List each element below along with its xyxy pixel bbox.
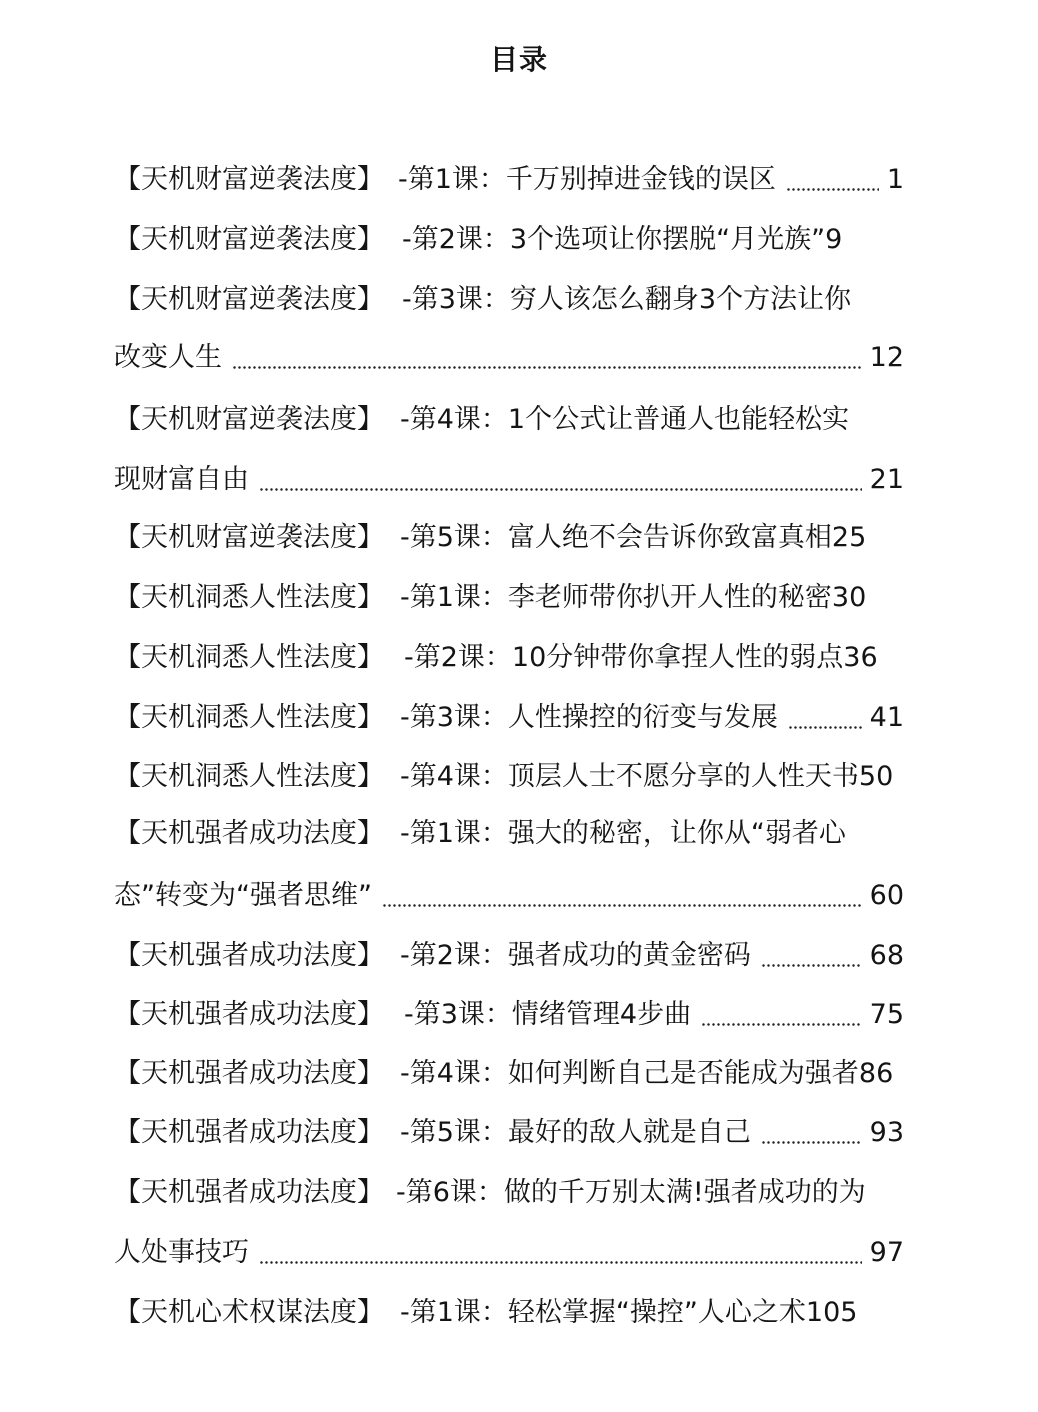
toc-entry (114, 220, 842, 260)
toc-entry (114, 518, 866, 558)
entry-lesson: -第5课：富人绝不会告诉你致富真相 (400, 522, 832, 553)
entry-lesson: -第6课：做的千万别太满!强者成功的为 (396, 1177, 866, 1208)
toc-entry (114, 995, 904, 1035)
entry-series: 【天机财富逆袭法度】 (114, 404, 384, 435)
toc-entry (114, 1293, 857, 1333)
page-title: 目录 (489, 43, 548, 76)
entry-series: 【天机财富逆袭法度】 (114, 284, 384, 315)
entry-lesson: -第2课：10分钟带你拿捏人性的弱点 (404, 642, 844, 673)
entry-page-number: 97 (869, 1237, 904, 1268)
toc-entry (114, 160, 904, 200)
dot-leader (761, 1113, 862, 1153)
dot-leader (761, 936, 862, 976)
entry-series: 【天机强者成功法度】 (114, 1058, 384, 1089)
entry-series: 【天机洞悉人性法度】 (114, 761, 384, 792)
toc-entry (114, 638, 878, 678)
entry-series: 【天机心术权谋法度】 (114, 1297, 384, 1328)
entry-lesson: -第5课：最好的敌人就是自己 (400, 1117, 751, 1148)
entry-page-number: 105 (805, 1297, 858, 1328)
entry-continuation: 现财富自由 (114, 464, 249, 495)
entry-lesson: -第3课：人性操控的衍变与发展 (400, 702, 778, 733)
dot-leader (259, 460, 862, 500)
toc-entry (114, 1054, 893, 1094)
dot-leader (232, 338, 862, 378)
entry-page-number: 25 (831, 522, 867, 553)
toc-entry-continuation (114, 460, 904, 500)
entry-page-number: 86 (858, 1058, 894, 1089)
entry-lesson: -第1课：千万别掉进金钱的误区 (398, 164, 776, 195)
entry-lesson: -第4课：1个公式让普通人也能轻松实 (400, 404, 850, 435)
entry-page-number: 30 (831, 582, 867, 613)
entry-page-number: 50 (858, 761, 894, 792)
entry-lesson: -第1课：李老师带你扒开人性的秘密 (400, 582, 832, 613)
entry-lesson: -第3课：情绪管理4步曲 (404, 999, 692, 1030)
entry-lesson: -第3课：穷人该怎么翻身3个方法让你 (402, 284, 852, 315)
toc-entry (114, 280, 851, 320)
entry-lesson: -第4课：顶层人士不愿分享的人性天书 (400, 761, 859, 792)
entry-series: 【天机洞悉人性法度】 (114, 582, 384, 613)
entry-series: 【天机财富逆袭法度】 (114, 164, 384, 195)
entry-page-number: 36 (843, 642, 878, 673)
entry-series: 【天机财富逆袭法度】 (114, 522, 384, 553)
toc-entry-continuation (114, 876, 904, 916)
entry-series: 【天机强者成功法度】 (114, 940, 384, 971)
entry-series: 【天机强者成功法度】 (114, 1117, 384, 1148)
toc-entry (114, 1173, 866, 1213)
toc-entry (114, 757, 893, 797)
entry-page-number: 41 (869, 702, 904, 733)
entry-continuation: 改变人生 (114, 342, 222, 373)
toc-entry-continuation (114, 1233, 904, 1273)
entry-continuation: 人处事技巧 (114, 1237, 249, 1268)
entry-series: 【天机洞悉人性法度】 (114, 642, 384, 673)
entry-series: 【天机强者成功法度】 (114, 999, 384, 1030)
entry-page-number: 1 (886, 164, 904, 195)
entry-lesson: -第2课：3个选项让你摆脱“月光族” (402, 224, 826, 255)
entry-page-number: 21 (869, 464, 904, 495)
toc-entry-continuation (114, 338, 904, 378)
entry-series: 【天机强者成功法度】 (114, 1177, 384, 1208)
entry-lesson: -第1课：轻松掌握“操控”人心之术 (400, 1297, 806, 1328)
entry-page-number: 12 (869, 342, 904, 373)
dot-leader (786, 160, 879, 200)
dot-leader (701, 995, 862, 1035)
entry-series: 【天机洞悉人性法度】 (114, 702, 384, 733)
dot-leader (788, 698, 862, 738)
entry-page-number: 68 (869, 940, 904, 971)
entry-page-number: 93 (869, 1117, 904, 1148)
entry-page-number: 60 (869, 880, 904, 911)
toc-entry (114, 578, 866, 618)
entry-series: 【天机强者成功法度】 (114, 818, 384, 849)
entry-page-number: 75 (869, 999, 904, 1030)
entry-page-number: 9 (825, 224, 843, 255)
entry-series: 【天机财富逆袭法度】 (114, 224, 384, 255)
dot-leader (382, 876, 862, 916)
toc-entry (114, 814, 846, 854)
toc-entry (114, 698, 904, 738)
toc-entry (114, 400, 849, 440)
dot-leader (259, 1233, 862, 1273)
toc-entry (114, 1113, 904, 1153)
entry-continuation: 态”转变为“强者思维” (114, 880, 372, 911)
entry-lesson: -第1课：强大的秘密，让你从“弱者心 (400, 818, 846, 849)
entry-lesson: -第4课：如何判断自己是否能成为强者 (400, 1058, 859, 1089)
toc-entry (114, 936, 904, 976)
entry-lesson: -第2课：强者成功的黄金密码 (400, 940, 751, 971)
